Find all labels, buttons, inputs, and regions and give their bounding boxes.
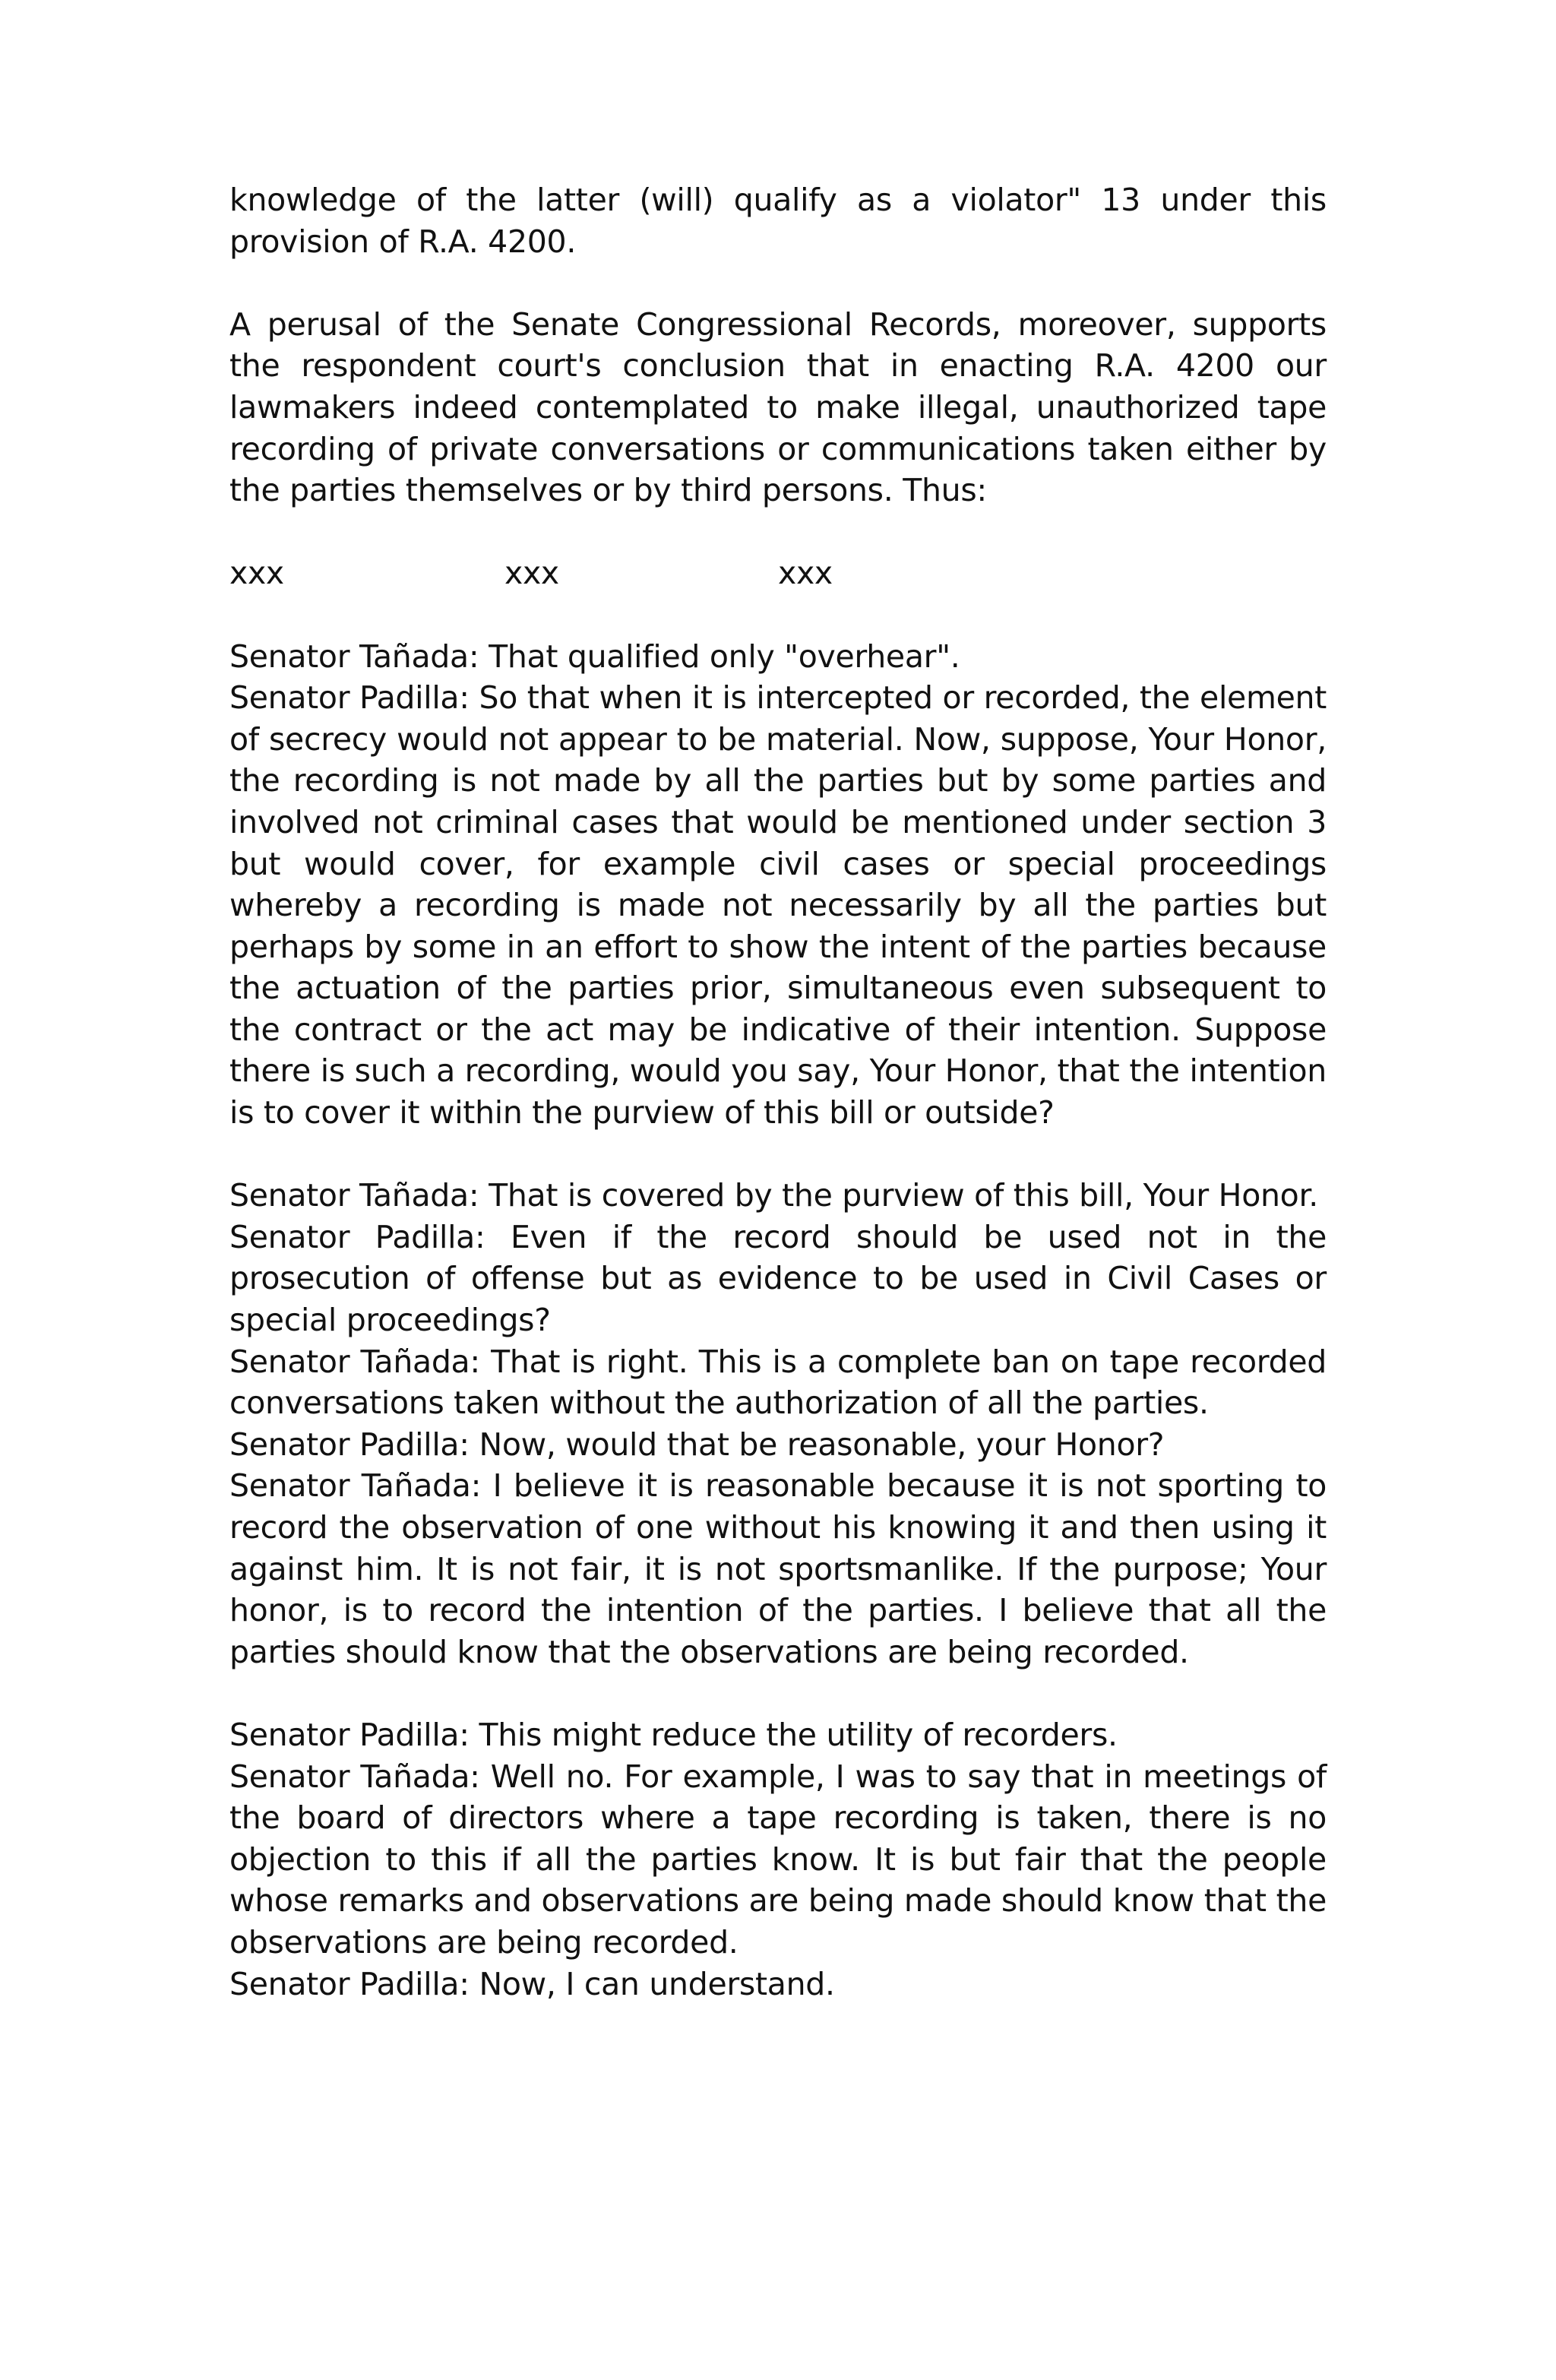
document-page — [229, 179, 1327, 2005]
spacer — [229, 594, 1327, 636]
transcript-line-padilla: Senator Padilla: Now, I can understand. — [229, 1965, 835, 2002]
transcript-line-padilla: Senator Padilla: So that when it is intercepted or recorded, the element of secrecy would not appear to be material. Now, suppose, Your Honor, the recording is not made by all the parties but by some parties and involved not criminal cases that would be mentioned under section 3 but would cover, for example civil cases or special proceedings whereby a recording is made not necessarily by all the parties but perhaps by some in an effort to show the intent of the parties because the actuation of the parties prior, simultaneous even subsequent to the contract or the act may be indicative of their intention. Suppose there is such a recording, would you say, Your Honor, that the intention is to cover it within the purview of this bill or outside? — [229, 679, 1327, 1131]
transcript-line-padilla: Senator Padilla: This might reduce the utility of recorders. — [229, 1716, 1118, 1753]
transcript-line-tanada: Senator Tañada: Well no. For example, I was to say that in meetings of the board of directors where a tape recording is taken, there is no objection to this if all the parties know. It is but fair that the people whose remarks and observations are being made should know that the observations are being recorded. — [229, 1758, 1327, 1961]
spacer — [229, 1134, 1327, 1176]
omission-marker: xxx — [504, 555, 559, 592]
paragraph-senate-records: A perusal of the Senate Congressional Records, moreover, supports the respondent court's conclusion that in enacting R.A. 4200 our lawmakers indeed contemplated to make illegal, unauthorized tape recording of private conversations or communications taken either by the parties themselves or by third persons. Thus: — [229, 305, 1327, 509]
transcript-line-padilla: Senator Padilla: Now, would that be reasonable, your Honor? — [229, 1426, 1165, 1463]
transcript-line-tanada: Senator Tañada: That qualified only "overhear". — [229, 638, 960, 675]
paragraph-violator: knowledge of the latter (will) qualify as a violator" 13 under this provision of R.A. 4200. — [229, 182, 1327, 260]
transcript-line-tanada: Senator Tañada: I believe it is reasonable because it is not sporting to record the observation of one without his knowing it and then using it against him. It is not fair, it is not sportsmanlike. If the purpose; Your honor, is to record the intention of the parties. I believe that all the parties should know that the observations are being recorded. — [229, 1467, 1327, 1670]
transcript-line-padilla: Senator Padilla: Even if the record should be used not in the prosecution of offense but as evidence to be used in Civil Cases or special proceedings? — [229, 1218, 1327, 1339]
spacer — [229, 1673, 1327, 1714]
transcript-line-tanada: Senator Tañada: That is covered by the purview of this bill, Your Honor. — [229, 1177, 1318, 1214]
transcript-line-tanada: Senator Tañada: That is right. This is a complete ban on tape recorded conversations taken without the authorization of all the parties. — [229, 1343, 1327, 1422]
spacer — [229, 511, 1327, 553]
omission-marker: xxx — [778, 555, 833, 592]
omission-marker: xxx — [229, 555, 284, 592]
spacer — [229, 262, 1327, 304]
omission-marker-row — [229, 552, 1327, 594]
